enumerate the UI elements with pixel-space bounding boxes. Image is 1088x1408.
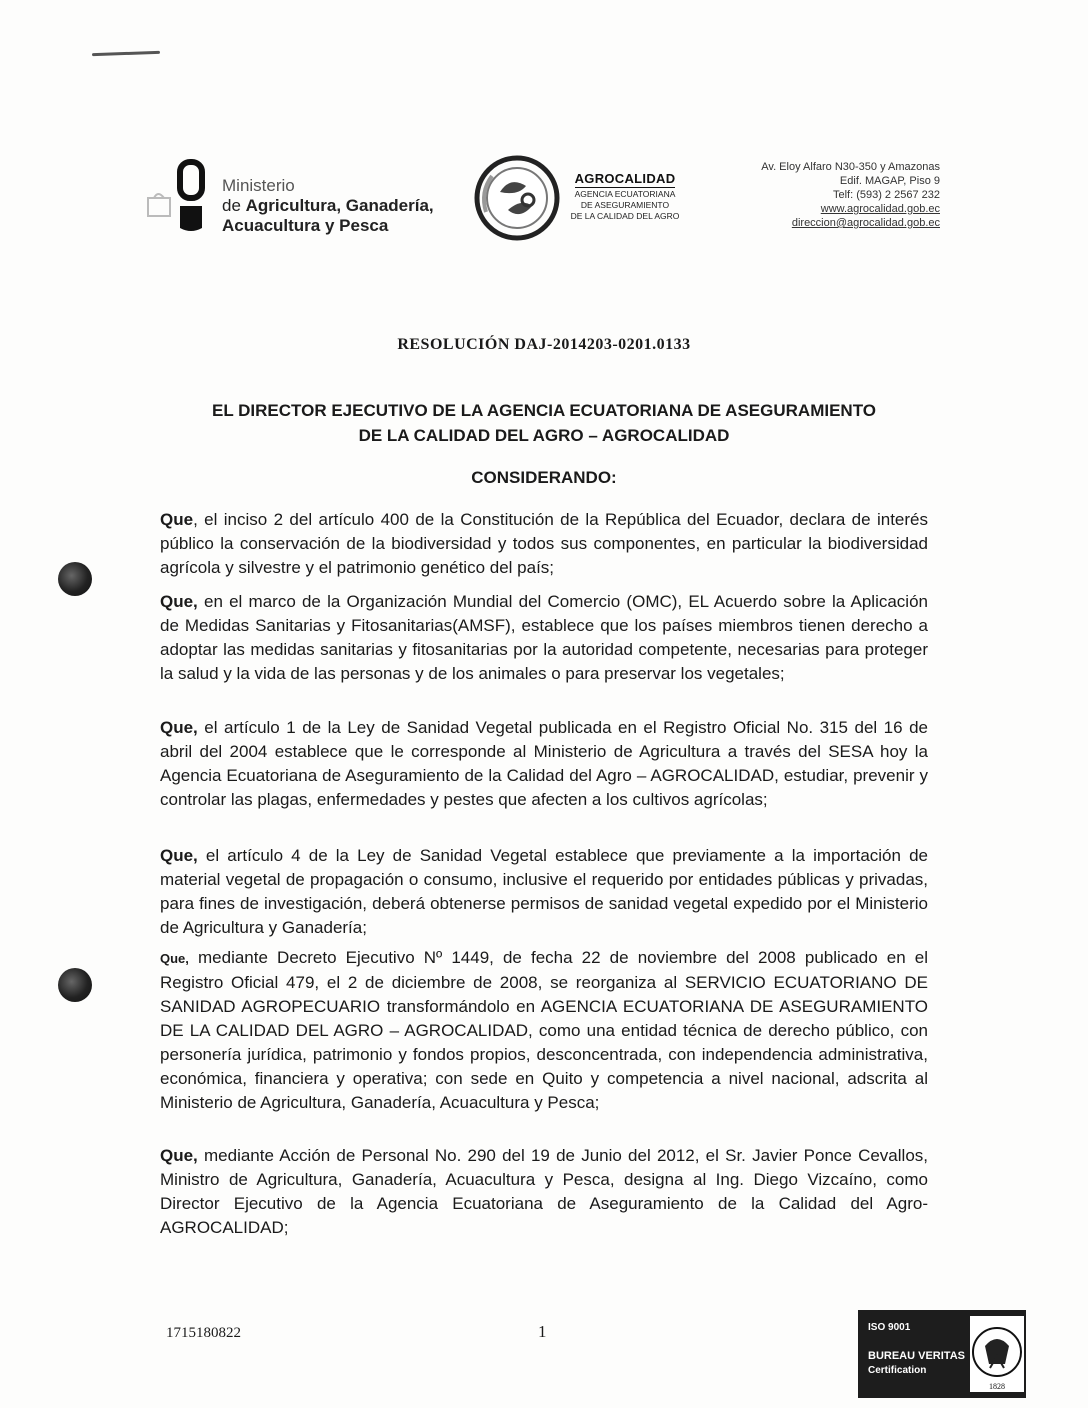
paragraph-lead: Que,	[160, 846, 198, 865]
paragraph	[160, 716, 928, 812]
ministry-line2-bold: Agricultura, Ganadería,	[245, 196, 434, 215]
bureau-veritas-seal-icon	[970, 1316, 1024, 1392]
cert-name: BUREAU VERITAS	[868, 1350, 965, 1362]
paragraph-lead: Que,	[160, 592, 198, 611]
contact-email-link[interactable]: direccion@agrocalidad.gob.ec	[791, 217, 940, 229]
paragraph	[160, 844, 928, 940]
agrocalidad-name-block	[560, 170, 690, 221]
paragraph-text: , el inciso 2 del artículo 400 de la Constitución de la República del Ecuador, declara de interés público la conservación de la biodiversidad y todos sus componentes, en particular la biodiversidad agrícola y silvestre y el patrimonio genético del país;	[160, 510, 928, 577]
heading-line1: EL DIRECTOR EJECUTIVO DE LA AGENCIA ECUATORIANA DE ASEGURAMIENTO	[211, 401, 876, 420]
paragraph	[160, 508, 928, 580]
paragraph-text: el artículo 1 de la Ley de Sanidad Vegetal publicada en el Registro Oficial No. 315 del 16 de abril del 2004 establece que le corresponde al Ministerio de Agricultura a través del SESA hoy la Agencia Ecuatoriana de Aseguramiento de la Calidad del Agro – AGROCALIDAD, estudiar, prevenir y controlar las plagas, enfermedades y pestes que afecten a los cultivos agrícolas;	[160, 718, 928, 809]
cert-sub: Certification	[868, 1365, 927, 1376]
paragraph-lead: Que	[160, 510, 194, 529]
agency-name: AGROCALIDAD	[574, 171, 676, 186]
ministry-line1: Ministerio	[222, 176, 295, 195]
contact-block	[700, 160, 940, 230]
paragraph-lead: Que,	[160, 718, 198, 737]
paragraph	[160, 590, 928, 686]
paragraph-text: mediante Acción de Personal No. 290 del 19 de Junio del 2012, el Sr. Javier Ponce Cevallos, Ministro de Agricultura, Ganadería, Acuacultura y Pesca, designa al Ing. Diego Vizcaíno, como Director Ejecutivo de la Agencia Ecuatoriana de Aseguramiento de la Calidad del Agro-AGROCALIDAD;	[160, 1146, 928, 1237]
paragraph-text: en el marco de la Organización Mundial del Comercio (OMC), EL Acuerdo sobre la Aplicación de Medidas Sanitarias y Fitosanitarias(AMSF), establece que los países miembros tienen derecho a adoptar las medidas sanitarias y fitosanitarias por la autoridad competente, necesarias para proteger la salud y la vida de las personas y de los animales o para preservar los vegetales;	[160, 592, 928, 683]
certification-badge	[858, 1310, 1026, 1398]
paragraph	[160, 1144, 928, 1240]
contact-website-link[interactable]: www.agrocalidad.gob.ec	[820, 203, 940, 215]
contact-address: Av. Eloy Alfaro N30-350 y Amazonas	[761, 161, 940, 173]
agrocalidad-logo-icon	[472, 152, 562, 244]
paragraph-text: mediante Decreto Ejecutivo Nº 1449, de fecha 22 de noviembre del 2008 publicado en el Registro Oficial 479, el 2 de diciembre de 2008, se reorganiza al SERVICIO ECUATORIANO DE SANIDAD AGROPECUARIO transformándolo en AGENCIA ECUATORIANA DE ASEGURAMIENTO DE LA CALIDAD DEL AGRO – AGROCALIDAD, como una entidad técnica de derecho público, con personería jurídica, patrimonio y fondos propios, desconcentrada, con independencia administrativa, económica, financiera y operativa; con sede en Quito y competencia a nivel nacional, adscrita al Ministerio de Agricultura, Ganadería, Acuacultura y Pesca;	[160, 948, 928, 1112]
document-heading	[140, 398, 948, 448]
paragraph-text: el artículo 4 de la Ley de Sanidad Vegetal establece que previamente a la importación de material vegetal de propagación o consumo, inclusive el requerido por entidades públicas y privadas, para fines de investigación, deberá obtenerse permisos de sanidad vegetal expedido por el Ministerio de Agricultura y Ganadería;	[160, 846, 928, 937]
ministry-line3: Acuacultura y Pesca	[222, 216, 389, 235]
resolution-number: RESOLUCIÓN DAJ-2014203-0201.0133	[397, 336, 691, 353]
agency-sub1: AGENCIA ECUATORIANA	[574, 189, 676, 199]
agency-sub3: DE LA CALIDAD DEL AGRO	[570, 211, 680, 221]
footer-id-number: 1715180822	[166, 1325, 241, 1341]
seal-year: 1828	[989, 1382, 1005, 1391]
ministry-name	[222, 176, 434, 236]
heading-line2: DE LA CALIDAD DEL AGRO – AGROCALIDAD	[358, 426, 730, 445]
paragraph	[160, 946, 928, 1115]
contact-phone: Telf: (593) 2 2567 232	[832, 189, 940, 201]
page-number: 1	[538, 1322, 547, 1341]
ministry-line2-prefix: de	[222, 196, 246, 215]
punch-hole-bottom	[58, 968, 92, 1002]
scan-pen-mark	[92, 51, 160, 56]
paragraph-lead: Que,	[160, 1146, 198, 1165]
ministry-line2	[222, 196, 434, 216]
considerando-heading: CONSIDERANDO:	[471, 468, 617, 487]
punch-hole-top	[58, 562, 92, 596]
agency-sub2: DE ASEGURAMIENTO	[580, 200, 670, 210]
contact-building: Edif. MAGAP, Piso 9	[839, 175, 940, 187]
paragraph-lead: Que,	[160, 951, 189, 966]
cert-iso: ISO 9001	[868, 1322, 911, 1333]
